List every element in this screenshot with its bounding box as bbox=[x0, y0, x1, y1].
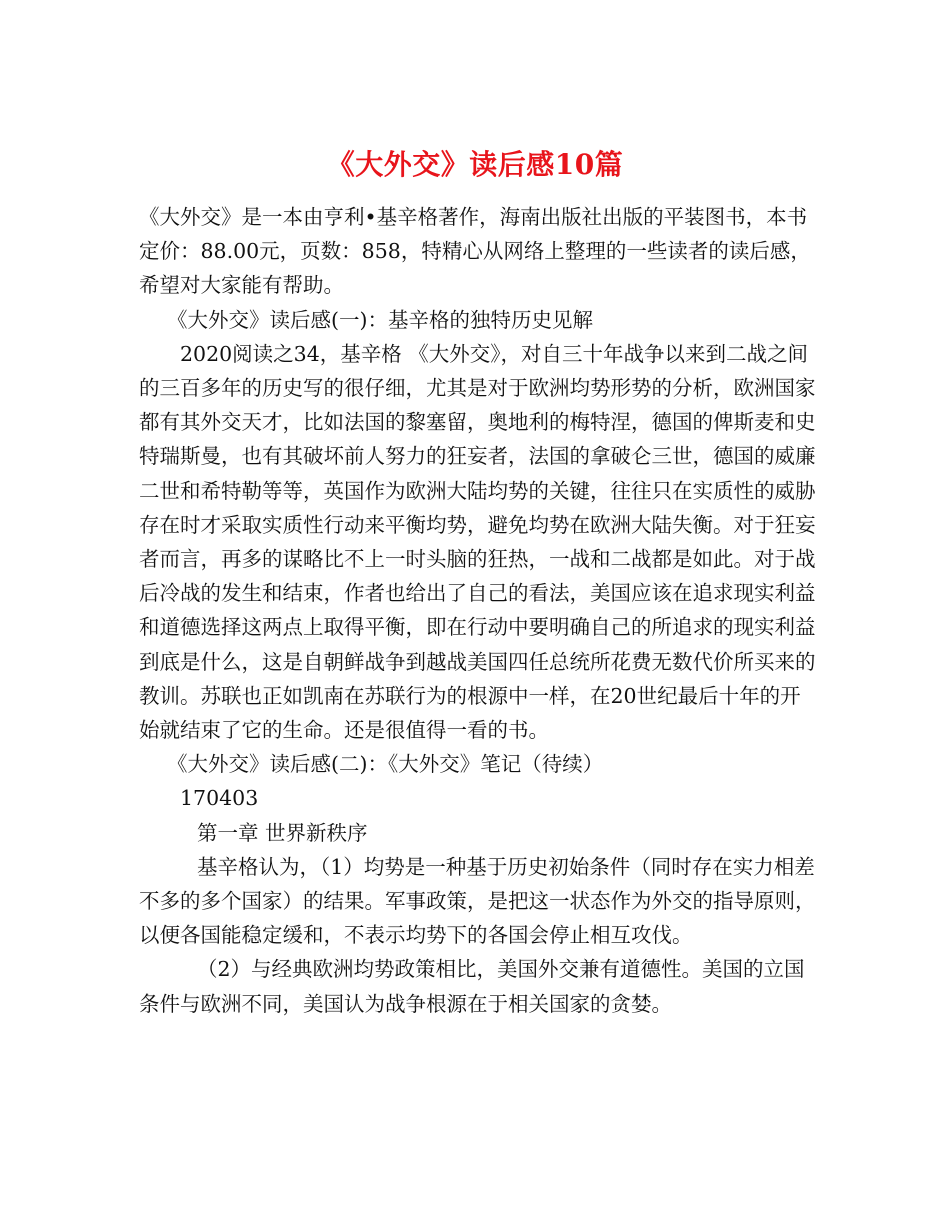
section-heading-review-2: 《大外交》读后感(二)：《大外交》笔记（待续） bbox=[167, 752, 604, 777]
section-heading-review-1: 《大外交》读后感(一)：基辛格的独特历史见解 bbox=[167, 307, 593, 332]
review-1-paragraph: 2020阅读之34，基辛格 《大外交》，对自三十年战争以来到二战之间的三百多年的历史写的很仔细，尤其是对于欧洲均势形势的分析，欧洲国家都有其外交天才，比如法国的黎塞留，奥地利的梅特涅，德国的俾斯麦和史特瑞斯曼，也有其破坏前人努力的狂妄者，法国的拿破仑三世，德国的威廉二世和希特勒等等，英国作为欧洲大陆均势的关键，往往只在实质性的威胁存在时才采取实质性行动来平衡均势，避免均势在欧洲大陆失衡。对于狂妄者而言，再多的谋略比不上一时头脑的狂热，一战和二战都是如此。对于战后冷战的发生和结束，作者也给出了自己的看法，美国应该在追求现实利益和道德选择这两点上取得平衡，即在行动中要明确自己的所追求的现实利益到底是什么，这是自朝鲜战争到越战美国四任总统所花费无数代价所买来的教训。苏联也正如凯南在苏联行为的根源中一样，在20世纪最后十年的开始就结束了它的生命。还是很值得一看的书。 bbox=[139, 341, 816, 743]
review-2-paragraph-1: 基辛格认为，（1）均势是一种基于历史初始条件（同时存在实力相差不多的多个国家）的结果。军事政策，是把这一状态作为外交的指导原则，以便各国能稳定缓和，不表示均势下的各国会停止相互攻伐。 bbox=[139, 854, 816, 948]
review-2-paragraph-2: （2）与经典欧洲均势政策相比，美国外交兼有道德性。美国的立国条件与欧洲不同，美国认为战争根源在于相关国家的贪婪。 bbox=[139, 957, 805, 1016]
intro-paragraph: 《大外交》是一本由亨利•基辛格著作，海南出版社出版的平装图书，本书定价：88.00元，页数：858，特精心从网络上整理的一些读者的读后感，希望对大家能有帮助。 bbox=[139, 205, 811, 298]
chapter-heading: 第一章 世界新秩序 bbox=[197, 820, 368, 845]
document-title: 《大外交》读后感10篇 bbox=[326, 147, 624, 181]
document-body bbox=[139, 200, 819, 1021]
date-line: 170403 bbox=[180, 786, 259, 811]
